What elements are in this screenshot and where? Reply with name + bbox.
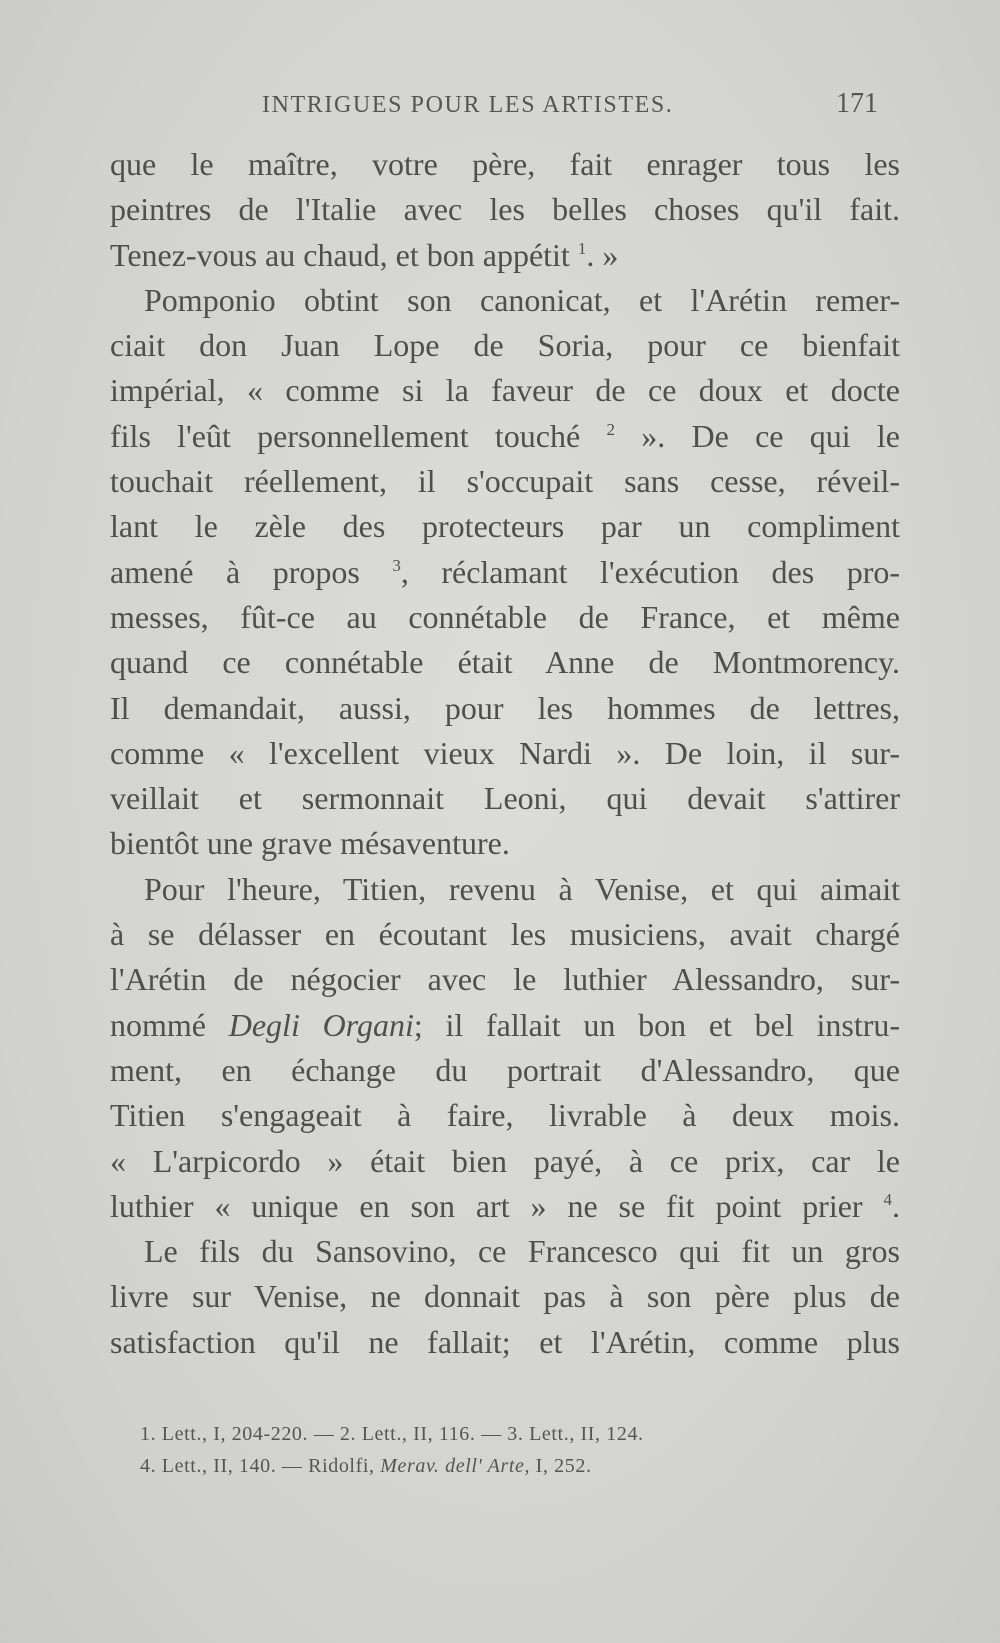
text-line: peintres de l'Italie avec les belles choses qu'il fait. [110,191,900,228]
text-line: que le maître, votre père, fait enrager tous les [110,146,900,182]
footnote-ref: 1 [577,238,587,258]
text-line [110,1184,900,1229]
text-segment: amené à propos [110,553,360,590]
text-segment: . [892,1187,901,1224]
text-line: Le fils du Sansovino, ce Francesco qui fit un gros [144,1233,900,1270]
text-line: messes, fût-ce au connétable de France, et même [110,598,900,635]
text-line: lant le zèle des protecteurs par un compliment [110,508,900,545]
footnote-line [140,1450,880,1482]
footnote-ref: 4 [883,1189,893,1209]
text-line [110,233,900,278]
footnote-line: 1. Lett., I, 204-220. — 2. Lett., II, 116. — 3. Lett., II, 124. [140,1423,644,1445]
text-line: bientôt une grave mésaventure. [110,825,510,862]
text-line: comme « l'excellent vieux Nardi ». De loin, il sur- [110,734,900,771]
body-text [110,142,900,1365]
text-segment: fils l'eût personnellement touché [110,417,581,454]
italic-name: Degli Organi [228,1006,414,1043]
text-line: ment, en échange du portrait d'Alessandro, que [110,1051,900,1088]
text-line: « L'arpicordo » était bien payé, à ce prix, car le [110,1142,900,1179]
text-segment: Tenez-vous au chaud, et bon appétit [110,236,570,273]
text-line [110,1003,900,1048]
footnote-ref: 3 [392,555,401,575]
text-segment: nommé [110,1006,206,1043]
footnotes [140,1418,880,1482]
text-line: veillait et sermonnait Leoni, qui devait s'attirer [110,780,900,817]
text-line: Pomponio obtint son canonicat, et l'Arétin remer- [144,281,900,318]
page-number: 171 [836,88,878,119]
text-segment: luthier « unique en son art » ne se fit point prier [110,1187,863,1224]
running-head [0,88,1000,128]
text-line: ciait don Juan Lope de Soria, pour ce bienfait [110,327,900,364]
text-line: Titien s'engageait à faire, livrable à deux mois. [110,1097,900,1134]
text-line: touchait réellement, il s'occupait sans cesse, réveil- [110,463,900,500]
running-title: INTRIGUES POUR LES ARTISTES. [262,92,674,118]
footnote-segment: I, 252. [530,1455,592,1477]
text-line: quand ce connétable était Anne de Montmorency. [110,644,900,681]
text-line: à se délasser en écoutant les musiciens, avait chargé [110,916,900,953]
text-segment: ». De ce qui le [614,417,901,454]
footnote-segment: 4. Lett., II, 140. — Ridolfi, [140,1455,375,1477]
text-line: Pour l'heure, Titien, revenu à Venise, et qui aimait [144,870,900,907]
text-line: l'Arétin de négocier avec le luthier Alessandro, sur- [110,961,900,998]
text-segment: ; il fallait un bon et bel instru- [413,1006,901,1043]
text-line [110,414,900,459]
text-line [110,550,900,595]
text-line: Il demandait, aussi, pour les hommes de lettres, [110,689,900,726]
footnote-ref: 2 [606,419,615,439]
text-line: impérial, « comme si la faveur de ce doux et docte [110,372,900,409]
text-segment: , réclamant l'exécution des pro- [400,553,901,590]
text-line: livre sur Venise, ne donnait pas à son père plus de [110,1278,900,1315]
footnote-italic: Merav. dell' Arte, [380,1455,531,1477]
text-segment: . » [586,236,619,273]
text-line: satisfaction qu'il ne fallait; et l'Arétin, comme plus [110,1323,900,1360]
